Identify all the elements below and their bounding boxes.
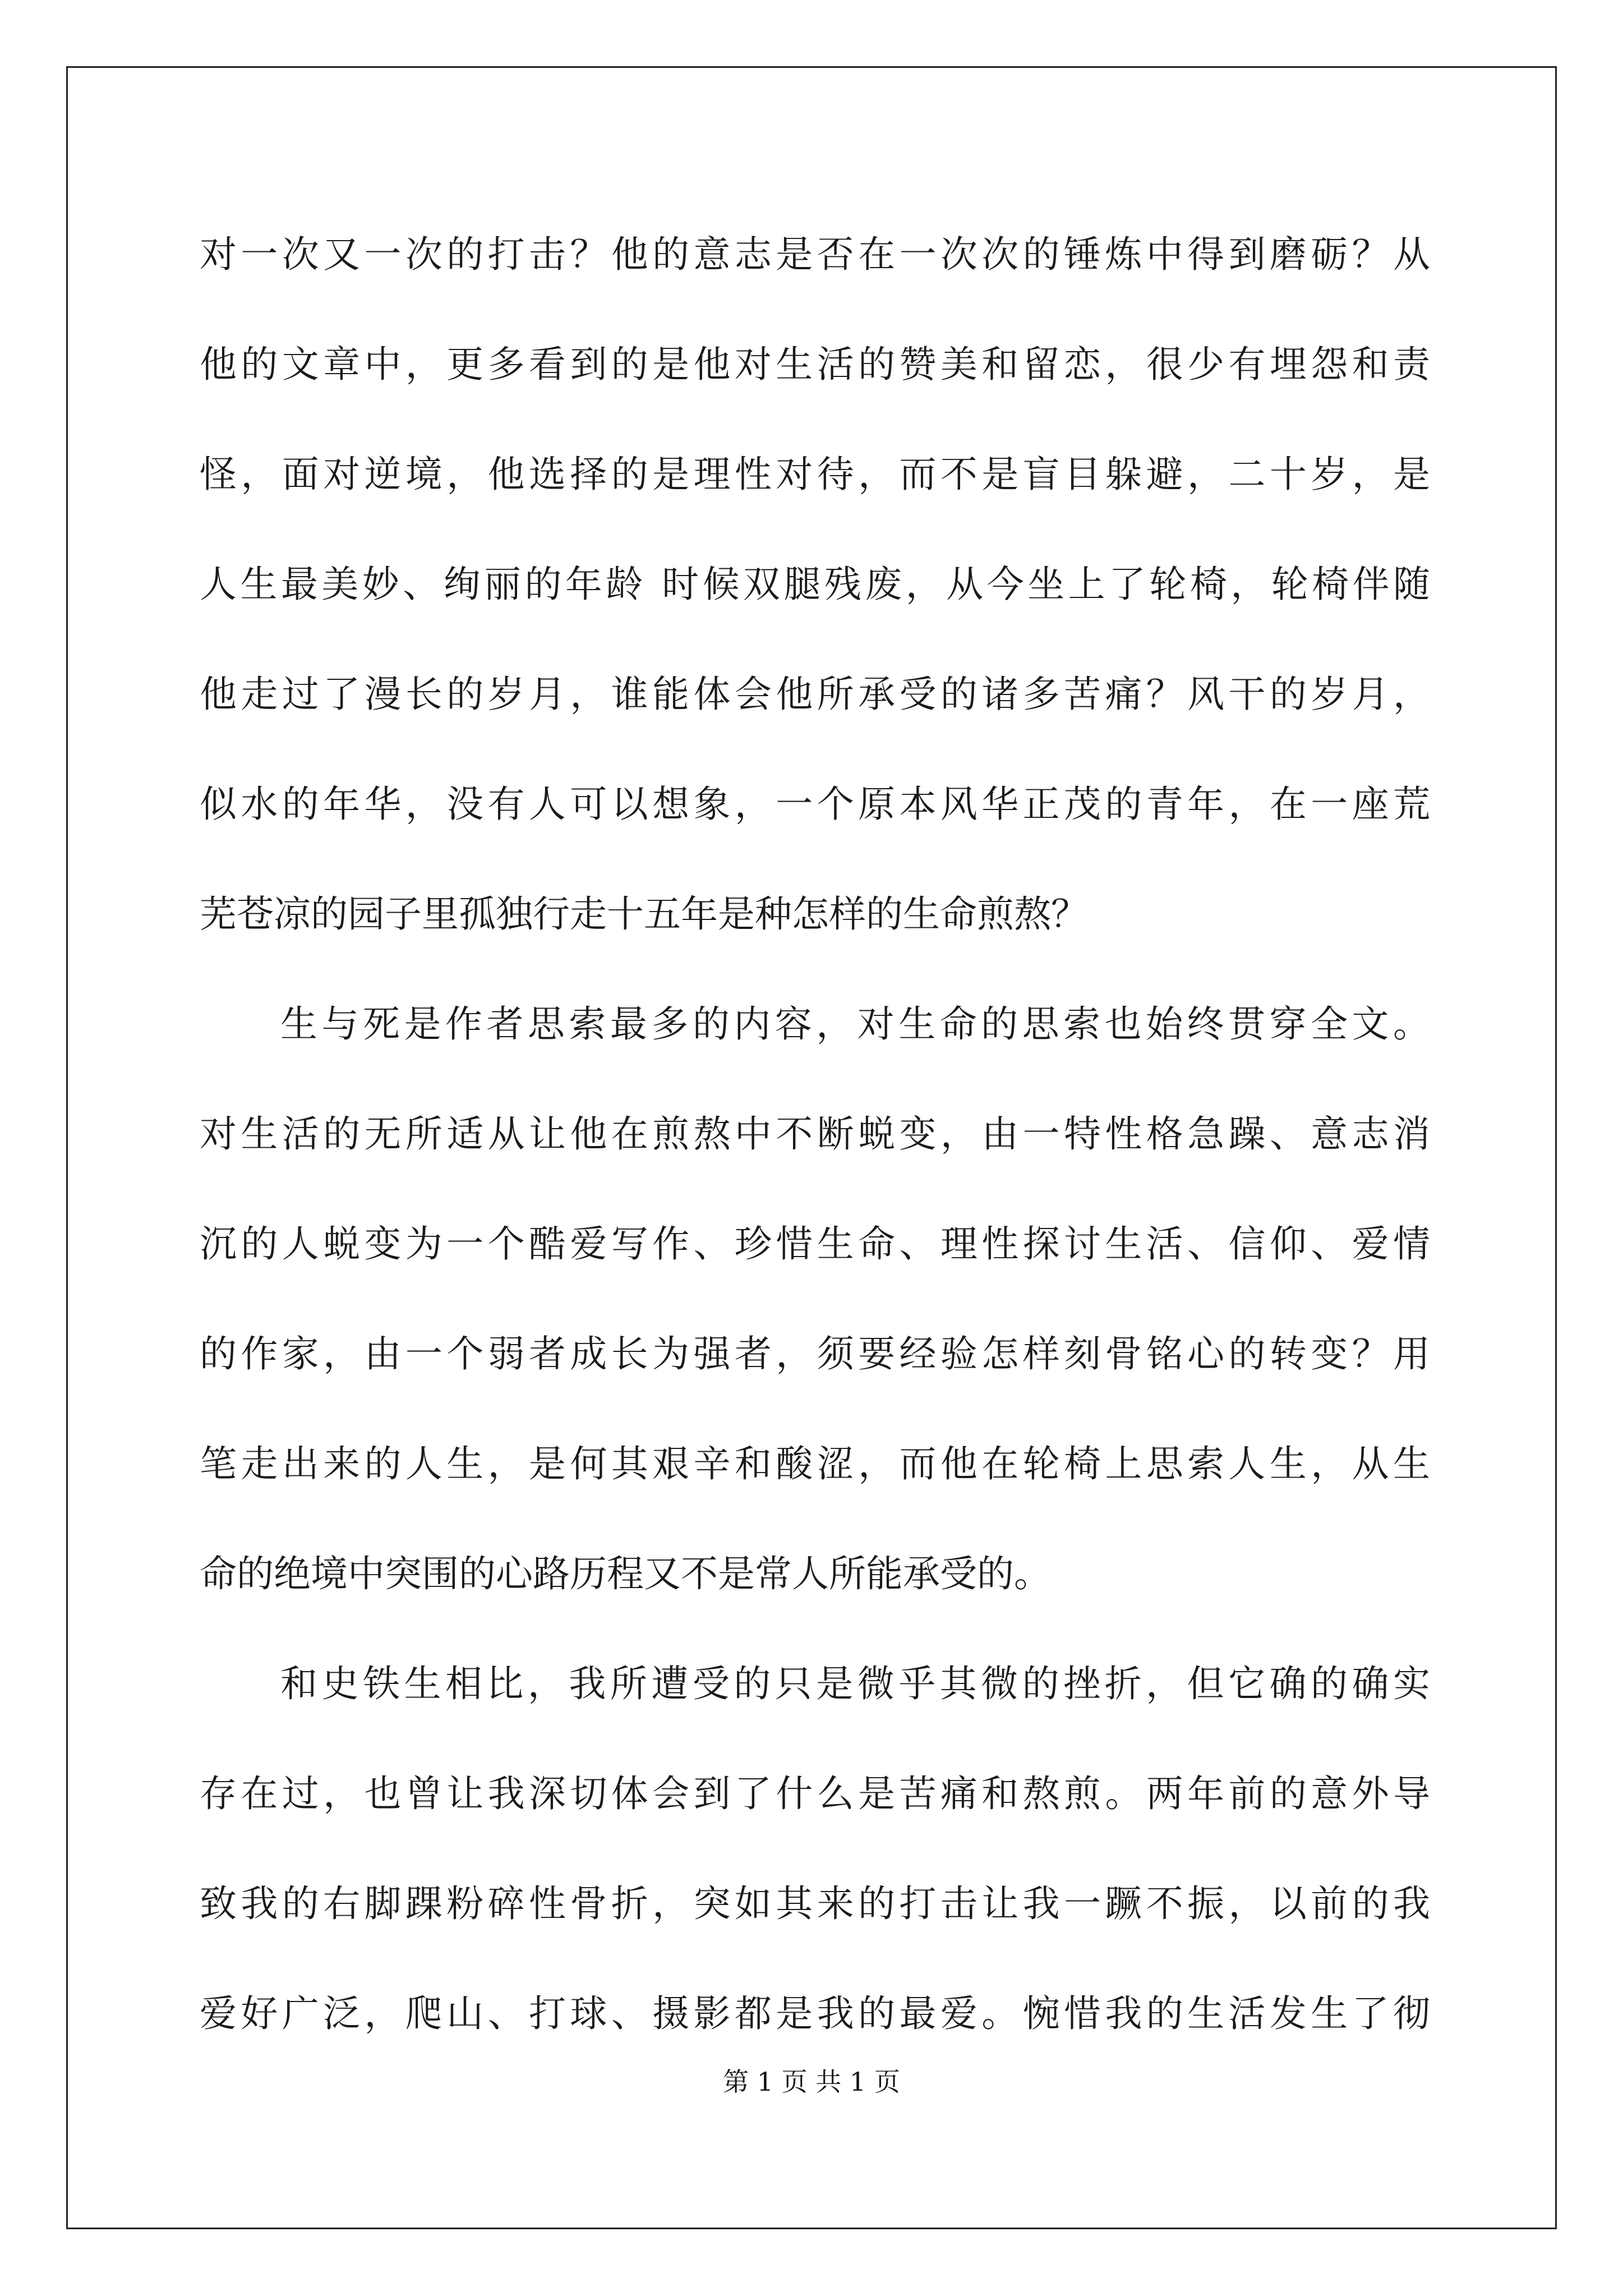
text-line: 笔走出来的人生，是何其艰辛和酸涩，而他在轮椅上思索人生，从生 — [200, 1442, 1430, 1485]
text-line: 沉的人蜕变为一个酷爱写作、珍惜生命、理性探讨生活、信仰、爱情 — [200, 1222, 1430, 1266]
text-line: 对生活的无所适从让他在煎熬中不断蜕变，由一特性格急躁、意志消 — [200, 1112, 1430, 1156]
text-line: 他的文章中，更多看到的是他对生活的赞美和留恋，很少有埋怨和责 — [200, 343, 1430, 386]
text-line: 的作家，由一个弱者成长为强者，须要经验怎样刻骨铭心的转变？用 — [200, 1332, 1430, 1375]
text-line: 人生最美妙、绚丽的年龄 时候双腿残废，从今坐上了轮椅，轮椅伴随 — [200, 563, 1430, 606]
text-line: 怪，面对逆境，他选择的是理性对待，而不是盲目躲避，二十岁，是 — [200, 453, 1430, 496]
text-line: 芜苍凉的园子里孤独行走十五年是种怎样的生命煎熬？ — [200, 892, 1088, 936]
text-line: 他走过了漫长的岁月，谁能体会他所承受的诸多苦痛？风干的岁月， — [200, 673, 1430, 716]
text-line: 致我的右脚踝粉碎性骨折，突如其来的打击让我一蹶不振，以前的我 — [200, 1882, 1430, 1925]
text-line: 生与死是作者思索最多的内容，对生命的思索也始终贯穿全文。 — [280, 1002, 1430, 1046]
text-line: 和史铁生相比，我所遭受的只是微乎其微的挫折，但它确的确实 — [280, 1662, 1430, 1705]
page-number-footer: 第 1 页 共 1 页 — [723, 2067, 900, 2097]
text-line: 命的绝境中突围的心路历程又不是常人所能承受的。 — [200, 1552, 1051, 1595]
text-line: 存在过，也曾让我深切体会到了什么是苦痛和熬煎。两年前的意外导 — [200, 1772, 1430, 1815]
text-line: 爱好广泛，爬山、打球、摄影都是我的最爱。惋惜我的生活发生了彻 — [200, 1992, 1430, 2035]
text-line: 对一次又一次的打击？他的意志是否在一次次的锤炼中得到磨砺？从 — [200, 233, 1430, 276]
text-line: 似水的年华，没有人可以想象，一个原本风华正茂的青年，在一座荒 — [200, 783, 1430, 826]
